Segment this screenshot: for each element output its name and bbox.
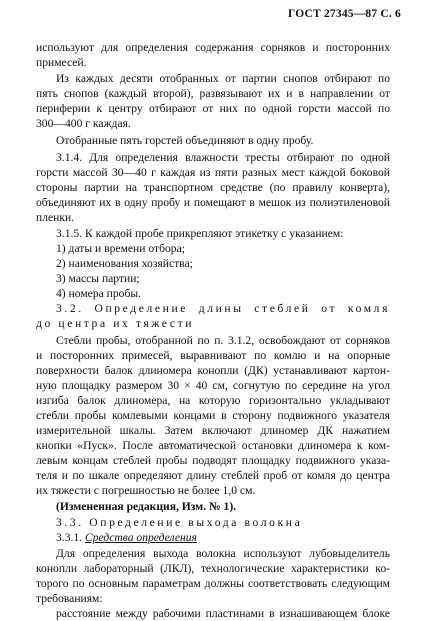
list-item: 3) массы партии; bbox=[56, 272, 140, 285]
text-line: периферии к центру отбирают от них по одной горсти массой по bbox=[36, 102, 390, 115]
text-line: Отобранные пять горстей объединяют в одну пробу. bbox=[56, 134, 314, 147]
section-heading: 3.3. Определение выхода волокна bbox=[56, 516, 303, 529]
section-heading: 3.2. Определение длины стеблей от комля bbox=[56, 302, 390, 315]
text-line: расстояние между рабочими пластинами в изнашивающем блоке bbox=[56, 607, 390, 620]
text-line: кнопки «Пуск». После автоматической остановки длиномера к ком- bbox=[36, 439, 390, 452]
text-line: торого по основным параметрам должны соответствовать следующим bbox=[36, 577, 390, 590]
text-line: требованиям: bbox=[36, 592, 103, 605]
text-line: 3.1.4. Для определения влажности тресты отбирают по одной bbox=[56, 151, 390, 164]
text-line: их тяжести с погрешностью не более 1,0 см. bbox=[36, 484, 256, 497]
text-line: пять снопов (каждый второй), развязывают их и в направлении от bbox=[36, 87, 390, 100]
text-line: конопли лабораторный (ЛКЛ), технологические характеристики ко- bbox=[36, 562, 390, 575]
list-item: 4) номера пробы. bbox=[56, 287, 142, 300]
text-line: пленки. bbox=[36, 211, 75, 224]
text-line: горсти массой 30—40 г каждая из пяти разных мест каждой боковой bbox=[36, 166, 390, 179]
text-line: левым концам стеблей пробы подводят площадку подвижного указа- bbox=[36, 454, 390, 467]
text-line: примесей. bbox=[36, 56, 87, 69]
text-line: стороны партии на транспортном средстве (по правилу конверта), bbox=[36, 181, 390, 194]
text-line: ную площадку размером 30 × 40 см, согнутую по середине на угол bbox=[36, 379, 390, 392]
text-line: 300—400 г каждая. bbox=[36, 117, 131, 130]
list-item: 2) наименования хозяйства; bbox=[56, 257, 193, 270]
subsection-heading: 3.3.1. Средства определения bbox=[56, 531, 197, 544]
text-line: стебли пробы комлевыми концами в сторону подвижного указателя bbox=[36, 409, 390, 422]
text-line: 3.1.5. К каждой пробе прикрепляют этикетку с указанием: bbox=[56, 227, 344, 240]
text-line: поверхности балок длиномера конопли (ДК) устанавливают картон- bbox=[36, 364, 390, 377]
text-line: используют для определения содержания сорняков и посторонних bbox=[36, 41, 390, 54]
text-line: и посторонних примесей, выравнивают по комлю и на опорные bbox=[36, 349, 390, 362]
text-line: объединяют их в одну пробу и помещают в мешок из полиэтиленовой bbox=[36, 196, 390, 209]
text-line: измерительной шкалы. Затем включают длиномер ДК нажатием bbox=[36, 424, 390, 437]
section-heading-cont: до центра их тяжести bbox=[36, 317, 195, 330]
amendment-note: (Измененная редакция, Изм. № 1). bbox=[56, 500, 237, 513]
running-header: ГОСТ 27345—87 С. 6 bbox=[288, 8, 401, 20]
list-item: 1) даты и времени отбора; bbox=[56, 242, 185, 255]
subsection-title: Средства определения bbox=[84, 531, 197, 544]
text-line: теля и по шкале определяют длину стеблей проб от комля до центра bbox=[36, 469, 390, 482]
text-line: изгиба балок длиномера, на которую горизонтально укладывают bbox=[36, 394, 390, 407]
text-line: Стебли пробы, отобранной по п. 3.1.2, освобождают от сорняков bbox=[56, 334, 390, 347]
text-line: Из каждых десяти отобранных от партии снопов отбирают по bbox=[56, 72, 390, 85]
text-line: Для определения выхода волокна используют лубовыделитель bbox=[56, 547, 390, 560]
